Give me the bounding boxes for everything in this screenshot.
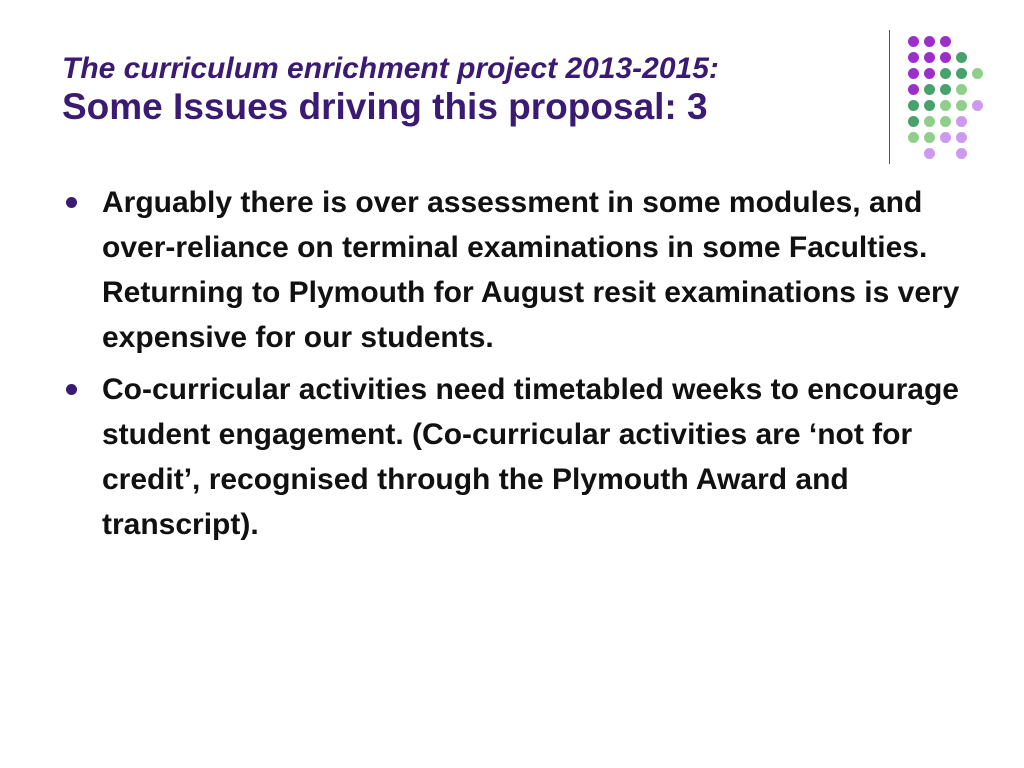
decor-dot [940,100,951,111]
bullet-marker [66,384,77,395]
slide-title [62,52,872,128]
bullet-text: Arguably there is over assessment in some modules, and over-reliance on terminal examinations in some Faculties. Returning to Plymouth for August resit examinations is very expensive for our students. [102,186,960,354]
decor-dot [940,132,951,143]
decor-dot [924,148,935,159]
decor-dot [940,84,951,95]
decor-dot [924,116,935,127]
decor-dot [924,52,935,63]
decor-dot [940,68,951,79]
decor-dot [924,68,935,79]
bullet-marker [66,197,77,208]
decor-dot [956,116,967,127]
decor-dot [924,84,935,95]
decor-dot [940,36,951,47]
decor-dot [908,68,919,79]
decor-dot [924,132,935,143]
decor-dot [908,132,919,143]
decor-dot [908,36,919,47]
decor-dot [940,116,951,127]
decor-dot [924,100,935,111]
bullet-list [62,180,982,554]
title-line-issues: Some Issues driving this proposal: 3 [62,86,708,127]
title-line-project: The curriculum enrichment project 2013-2015: [62,52,719,85]
decor-dot [908,84,919,95]
decor-dot [908,116,919,127]
title-divider [889,30,890,164]
decor-dot [924,36,935,47]
bullet-text: Co-curricular activities need timetabled weeks to encourage student engagement. (Co-curricular activities are ‘not for credit’, recognised through the Plymouth Award and transcript). [102,373,959,541]
bullet-item-assessment [62,180,982,360]
decor-dot [956,132,967,143]
decor-dot [956,84,967,95]
decorative-dot-grid [900,30,990,160]
bullet-item-co-curricular [62,367,982,547]
decor-dot [908,100,919,111]
decor-dot [972,68,983,79]
decor-dot [956,148,967,159]
decor-dot [956,68,967,79]
decor-dot [972,100,983,111]
decor-dot [956,100,967,111]
decor-dot [940,52,951,63]
decor-dot [956,52,967,63]
decor-dot [908,52,919,63]
